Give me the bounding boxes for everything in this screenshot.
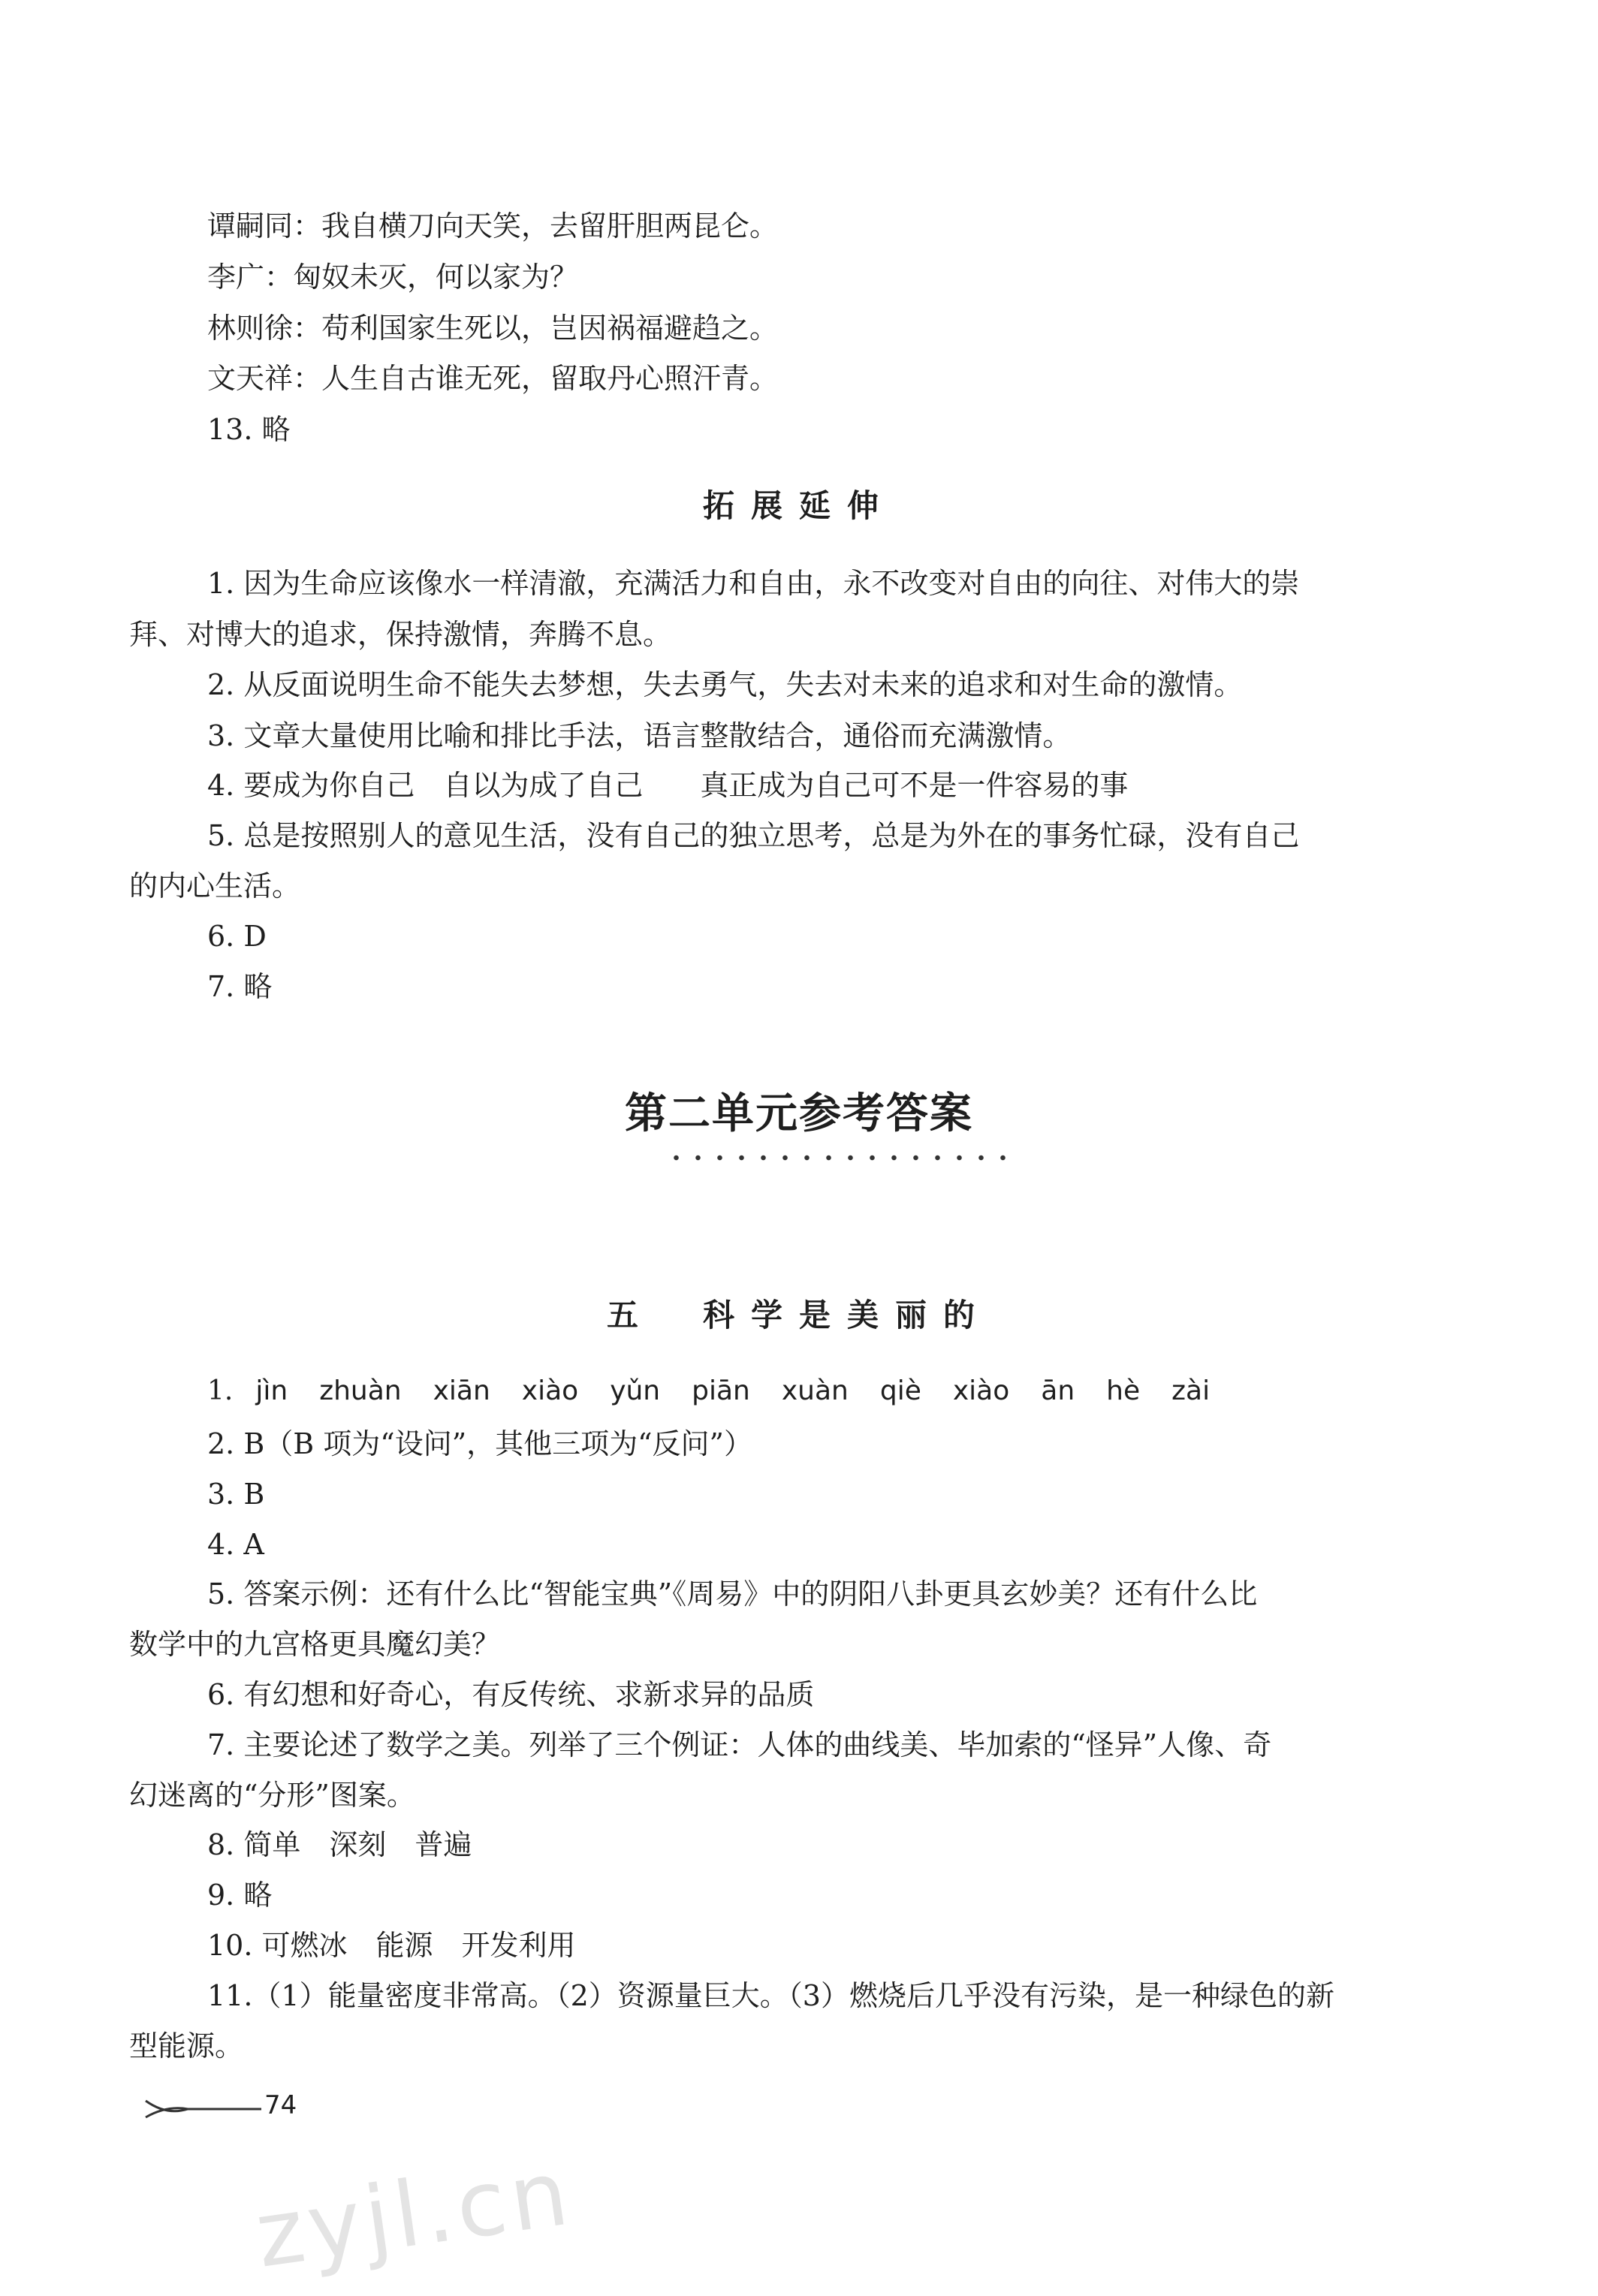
answer-line: 型能源。: [129, 2029, 244, 2062]
answer-line: 1. 因为生命应该像水一样清澈，充满活力和自由，永不改变对自由的向往、对伟大的崇: [207, 567, 1300, 600]
answer-line: 李广：匈奴未灭，何以家为？: [207, 261, 579, 294]
page-number: 74: [264, 2090, 297, 2120]
pinyin-item: jìn: [255, 1375, 288, 1406]
pinyin-item: xiào: [521, 1375, 579, 1406]
pinyin-line: [0, 1371, 1598, 1410]
answer-line: 6. D: [207, 920, 267, 953]
watermark: zyjl.cn: [249, 2141, 579, 2288]
footer-ornament-icon: [144, 2098, 264, 2120]
question-number: 1.: [207, 1375, 234, 1406]
pinyin-item: piān: [692, 1375, 750, 1406]
pinyin-item: yǔn: [610, 1375, 661, 1406]
answer-line: 11.（1）能量密度非常高。（2）资源量巨大。（3）燃烧后几乎没有污染，是一种绿色的新: [207, 1979, 1334, 2012]
answer-line: 拜、对博大的追求，保持激情，奔腾不息。: [129, 618, 672, 651]
pinyin-item: xiān: [433, 1375, 490, 1406]
answer-line: 4. 要成为你自己 自以为成了自己 真正成为自己可不是一件容易的事: [207, 769, 1129, 802]
answer-line: 7. 主要论述了数学之美。列举了三个例证：人体的曲线美、毕加索的“怪异”人像、奇: [207, 1728, 1272, 1761]
pinyin-item: zhuàn: [319, 1375, 402, 1406]
answer-line: 谭嗣同：我自横刀向天笑，去留肝胆两昆仑。: [207, 209, 779, 243]
answer-line: 3. 文章大量使用比喻和排比手法，语言整散结合，通俗而充满激情。: [207, 719, 1072, 752]
answer-line: 林则徐：苟利国家生死以，岂因祸福避趋之。: [207, 312, 779, 345]
answer-line: 文天祥：人生自古谁无死，留取丹心照汗青。: [207, 362, 779, 395]
pinyin-item: xuàn: [781, 1375, 849, 1406]
answer-line: 6. 有幻想和好奇心，有反传统、求新求异的品质: [207, 1678, 815, 1711]
answer-line: 数学中的九宫格更具魔幻美？: [129, 1628, 501, 1661]
pinyin-item: qiè: [879, 1375, 921, 1406]
answer-line: 3. B: [207, 1478, 265, 1511]
section-heading: 五 科学是美丽的: [606, 1297, 991, 1333]
answer-line: 2. B（B 项为“设问”，其他三项为“反问”）: [207, 1427, 752, 1460]
answer-line: 13. 略: [207, 413, 291, 446]
pinyin-item: xiào: [952, 1375, 1010, 1406]
answer-line: 9. 略: [207, 1879, 273, 1912]
answer-line: 幻迷离的“分形”图案。: [129, 1779, 415, 1812]
section-heading: 拓展延伸: [702, 487, 895, 524]
pinyin-item: hè: [1106, 1375, 1141, 1406]
answer-line: 10. 可燃冰 能源 开发利用: [207, 1929, 576, 1962]
answer-line: 8. 简单 深刻 普遍: [207, 1828, 472, 1861]
answer-line: 的内心生活。: [129, 869, 301, 902]
dotted-divider: [665, 1154, 1018, 1162]
pinyin-item: ān: [1041, 1375, 1075, 1406]
answer-line: 5. 总是按照别人的意见生活，没有自己的独立思考，总是为外在的事务忙碌，没有自己: [207, 819, 1300, 852]
pinyin-item: zài: [1171, 1375, 1211, 1406]
answer-line: 2. 从反面说明生命不能失去梦想，失去勇气，失去对未来的追求和对生命的激情。: [207, 668, 1243, 701]
answer-line: 4. A: [207, 1528, 264, 1561]
answer-line: 5. 答案示例：还有什么比“智能宝典”《周易》中的阴阳八卦更具玄妙美？还有什么比: [207, 1577, 1258, 1611]
page-footer: [144, 2087, 445, 2132]
unit-title: 第二单元参考答案: [625, 1089, 973, 1138]
answer-line: 7. 略: [207, 970, 273, 1003]
